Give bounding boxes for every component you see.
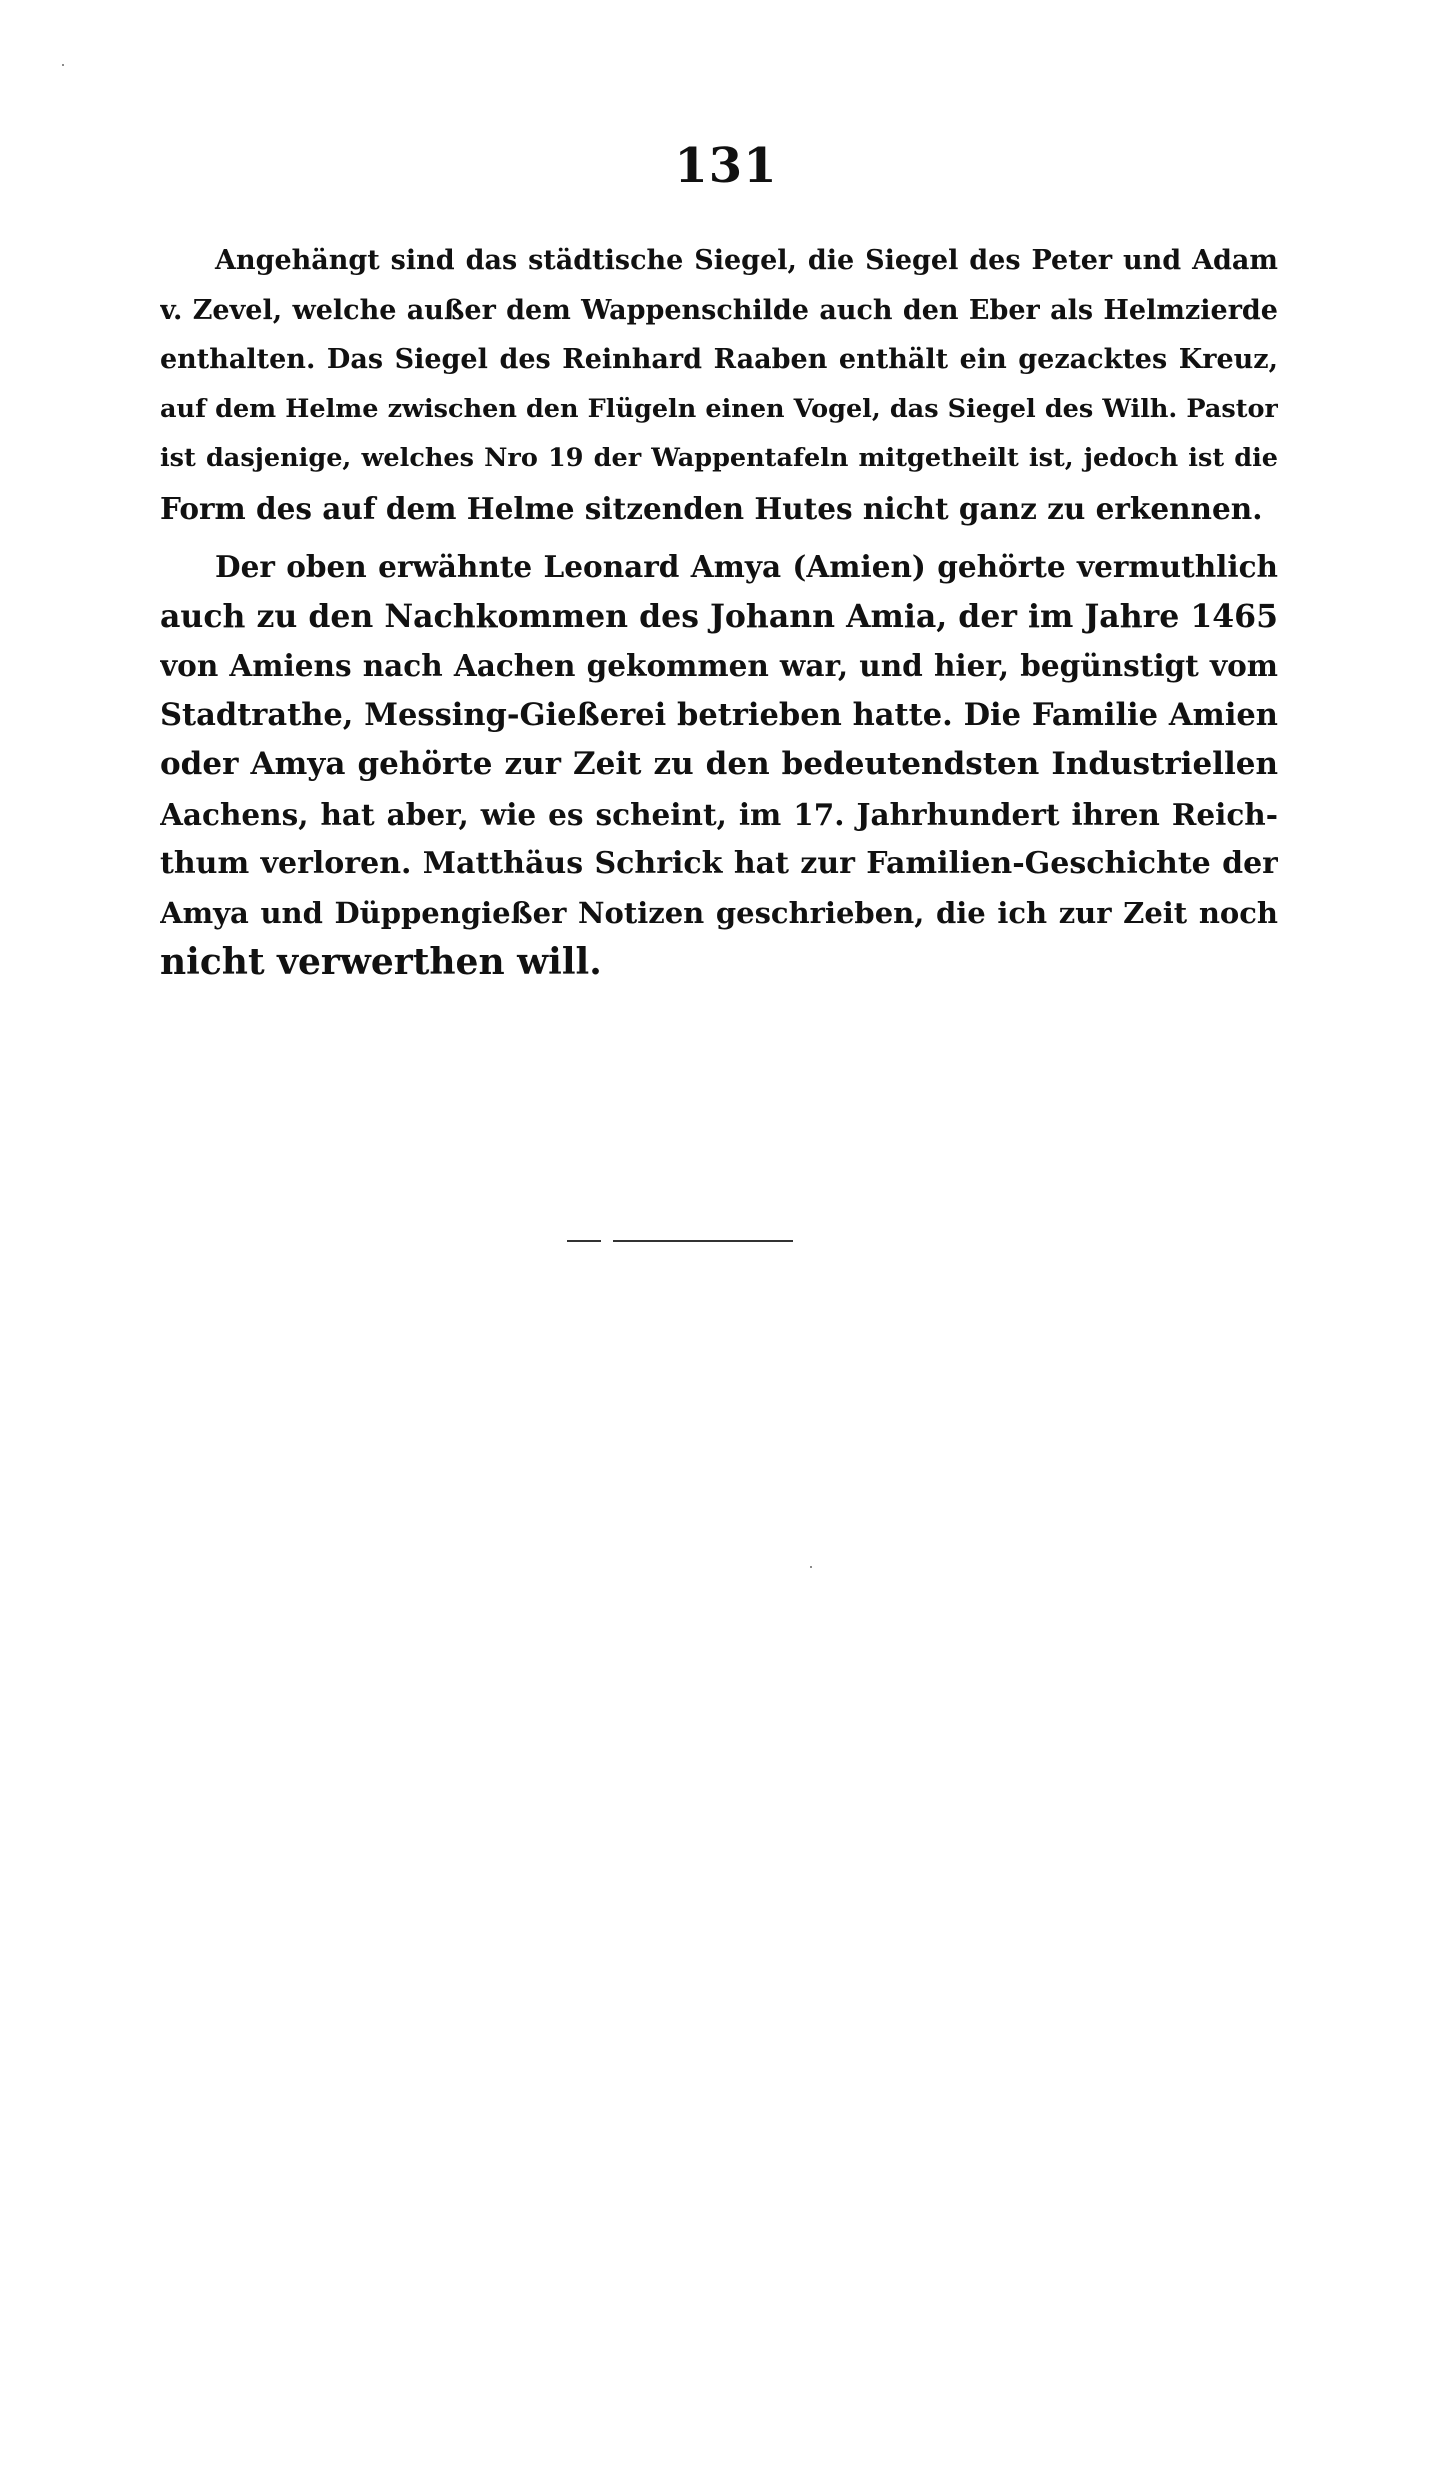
text-line: nicht verwerthen will.	[160, 941, 602, 983]
text-line: ist dasjenige, welches Nro 19 der Wappentafeln mitgetheilt ist, jedoch ist die	[160, 443, 1278, 473]
paragraph-seals	[160, 236, 1278, 533]
text-line: auch zu den Nachkommen des Johann Amia, der im Jahre 1465	[160, 597, 1278, 635]
text-line: Angehängt sind das städtische Siegel, die Siegel des Peter und Adam	[215, 245, 1278, 276]
text-line: v. Zevel, welche außer dem Wappenschilde auch den Eber als Helmzierde	[160, 294, 1278, 326]
text-line: von Amiens nach Aachen gekommen war, und hier, begünstigt vom	[160, 648, 1278, 683]
text-line: oder Amya gehörte zur Zeit zu den bedeutendsten Industriellen	[160, 746, 1278, 782]
paragraph-amya-family	[160, 542, 1278, 988]
page-number: 131	[674, 138, 778, 194]
text-line: Amya und Düppengießer Notizen geschrieben, die ich zur Zeit noch	[160, 895, 1278, 930]
paper-speck	[62, 64, 64, 66]
section-divider	[567, 1240, 601, 1242]
section-divider	[613, 1240, 793, 1242]
text-line: Der oben erwähnte Leonard Amya (Amien) gehörte vermuthlich	[215, 549, 1278, 584]
text-line: auf dem Helme zwischen den Flügeln einen Vogel, das Siegel des Wilh. Pastor	[160, 393, 1278, 424]
text-line: Form des auf dem Helme sitzenden Hutes nicht ganz zu erkennen.	[160, 490, 1263, 526]
text-line: Aachens, hat aber, wie es scheint, im 17. Jahrhundert ihren Reich-	[160, 796, 1278, 832]
text-line: Stadtrathe, Messing-Gießerei betrieben hatte. Die Familie Amien	[160, 696, 1278, 733]
text-line: thum verloren. Matthäus Schrick hat zur Familien-Geschichte der	[160, 846, 1278, 881]
text-line: enthalten. Das Siegel des Reinhard Raaben enthält ein gezacktes Kreuz,	[160, 344, 1278, 375]
paper-speck	[810, 1566, 812, 1568]
